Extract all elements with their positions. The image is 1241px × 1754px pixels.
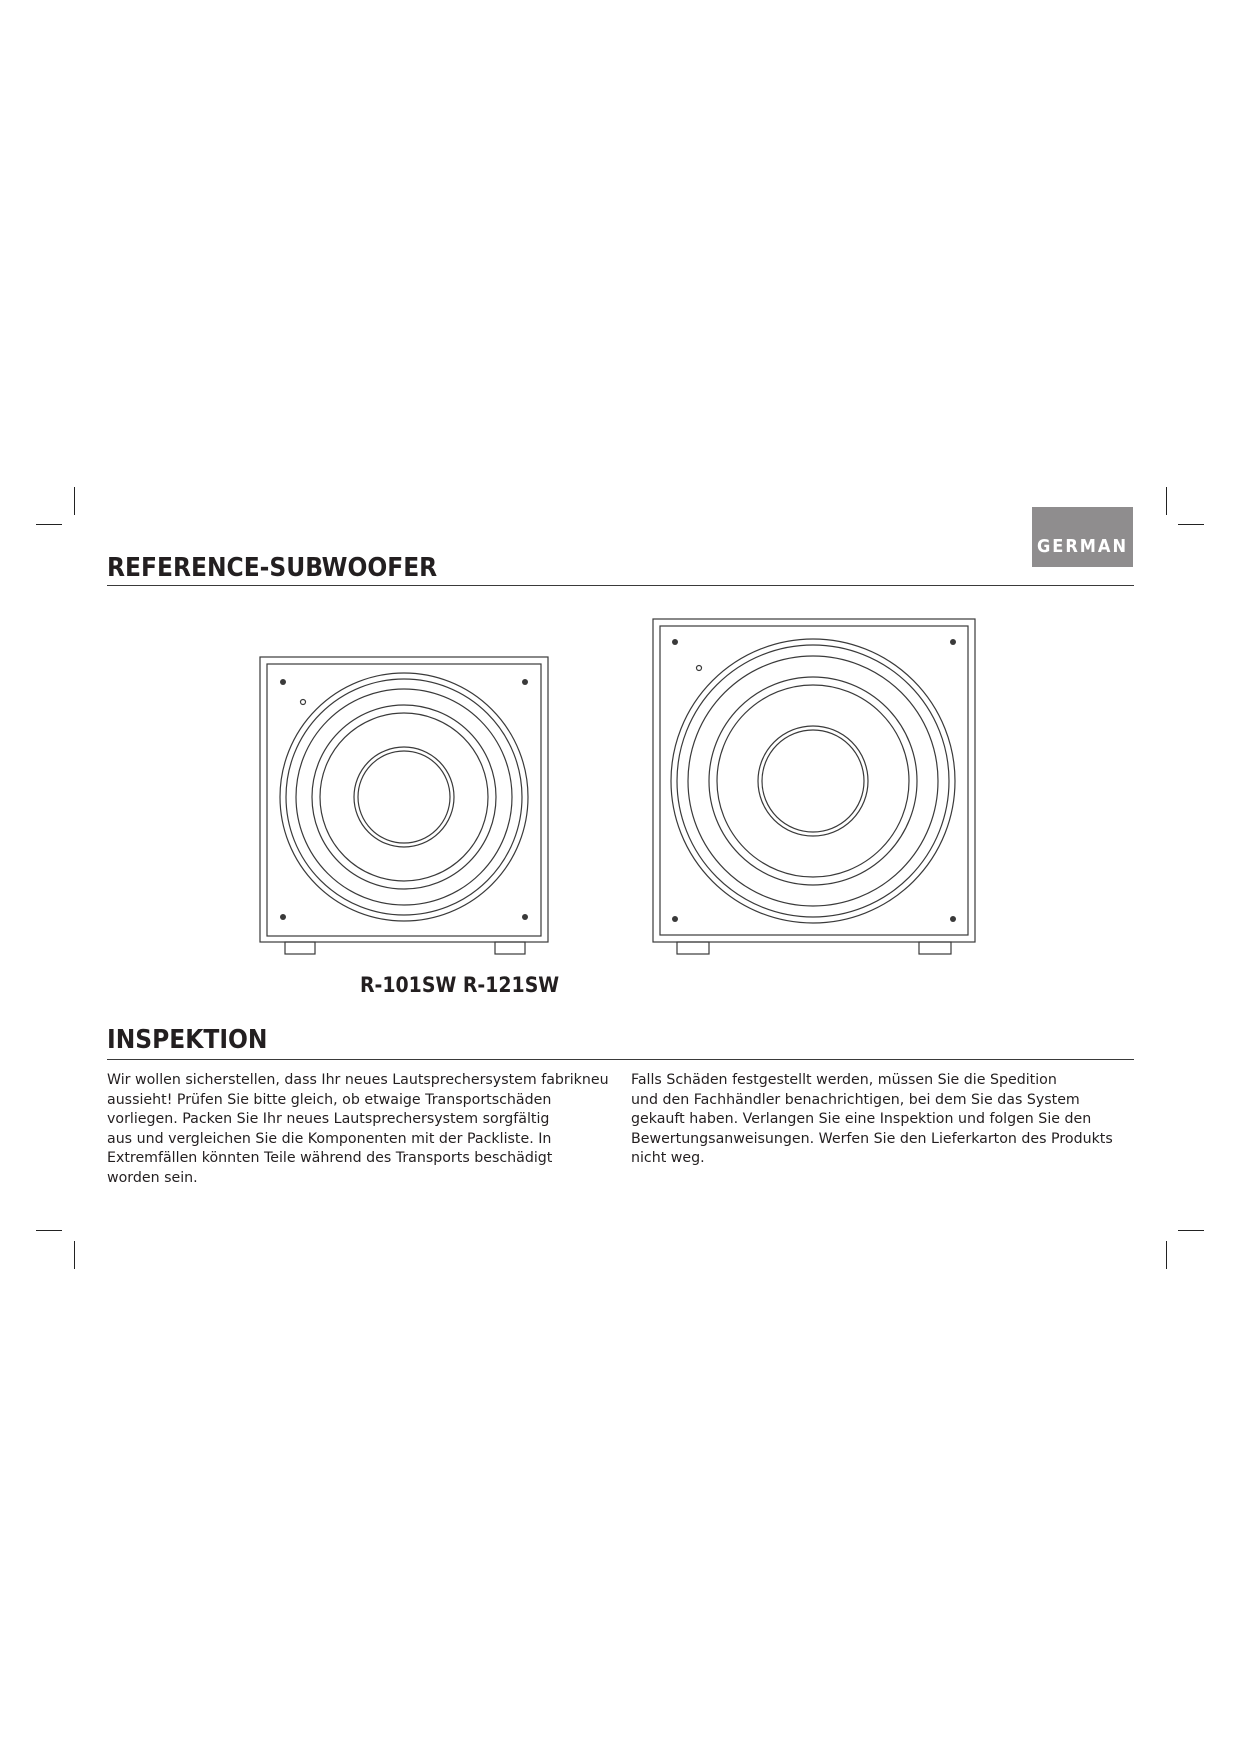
crop-mark bbox=[74, 1241, 75, 1269]
text-line: aussieht! Prüfen Sie bitte gleich, ob etwaige Transportschäden bbox=[107, 1091, 552, 1108]
text-line: und den Fachhändler benachrichtigen, bei dem Sie das System bbox=[631, 1091, 1080, 1108]
text-line: aus und vergleichen Sie die Komponenten mit der Packliste. In bbox=[107, 1130, 552, 1147]
text-line: Extremfällen könnten Teile während des Transports beschädigt bbox=[107, 1150, 553, 1167]
title-rule bbox=[107, 585, 1134, 586]
subwoofer-small-drawing bbox=[260, 657, 548, 954]
crop-mark bbox=[36, 1230, 62, 1231]
subwoofer-illustration bbox=[255, 615, 990, 960]
subwoofer-large-drawing bbox=[653, 619, 975, 954]
text-line: vorliegen. Packen Sie Ihr neues Lautsprechersystem sorgfältig bbox=[107, 1111, 550, 1128]
crop-mark bbox=[74, 487, 75, 515]
page-title: REFERENCE-SUBWOOFER bbox=[107, 553, 438, 583]
section-heading: INSPEKTION bbox=[107, 1025, 268, 1055]
crop-mark bbox=[1178, 1230, 1204, 1231]
crop-mark bbox=[36, 524, 62, 525]
text-line: Falls Schäden festgestellt werden, müssen Sie die Spedition bbox=[631, 1072, 1057, 1088]
models-caption: R-101SW R-121SW bbox=[360, 973, 560, 997]
body-text-right bbox=[631, 1071, 1146, 1169]
crop-mark bbox=[1166, 487, 1167, 515]
text-line: gekauft haben. Verlangen Sie eine Inspektion und folgen Sie den bbox=[631, 1111, 1092, 1128]
text-line: Wir wollen sicherstellen, dass Ihr neues Lautsprechersystem fabrikneu bbox=[107, 1072, 609, 1088]
language-tab: GERMAN bbox=[1032, 507, 1133, 567]
body-text-left bbox=[107, 1071, 622, 1189]
text-line: nicht weg. bbox=[631, 1150, 705, 1167]
section-rule bbox=[107, 1059, 1134, 1060]
crop-mark bbox=[1166, 1241, 1167, 1269]
text-line: Bewertungsanweisungen. Werfen Sie den Lieferkarton des Produkts bbox=[631, 1130, 1113, 1147]
text-line: worden sein. bbox=[107, 1169, 198, 1186]
crop-mark bbox=[1178, 524, 1204, 525]
